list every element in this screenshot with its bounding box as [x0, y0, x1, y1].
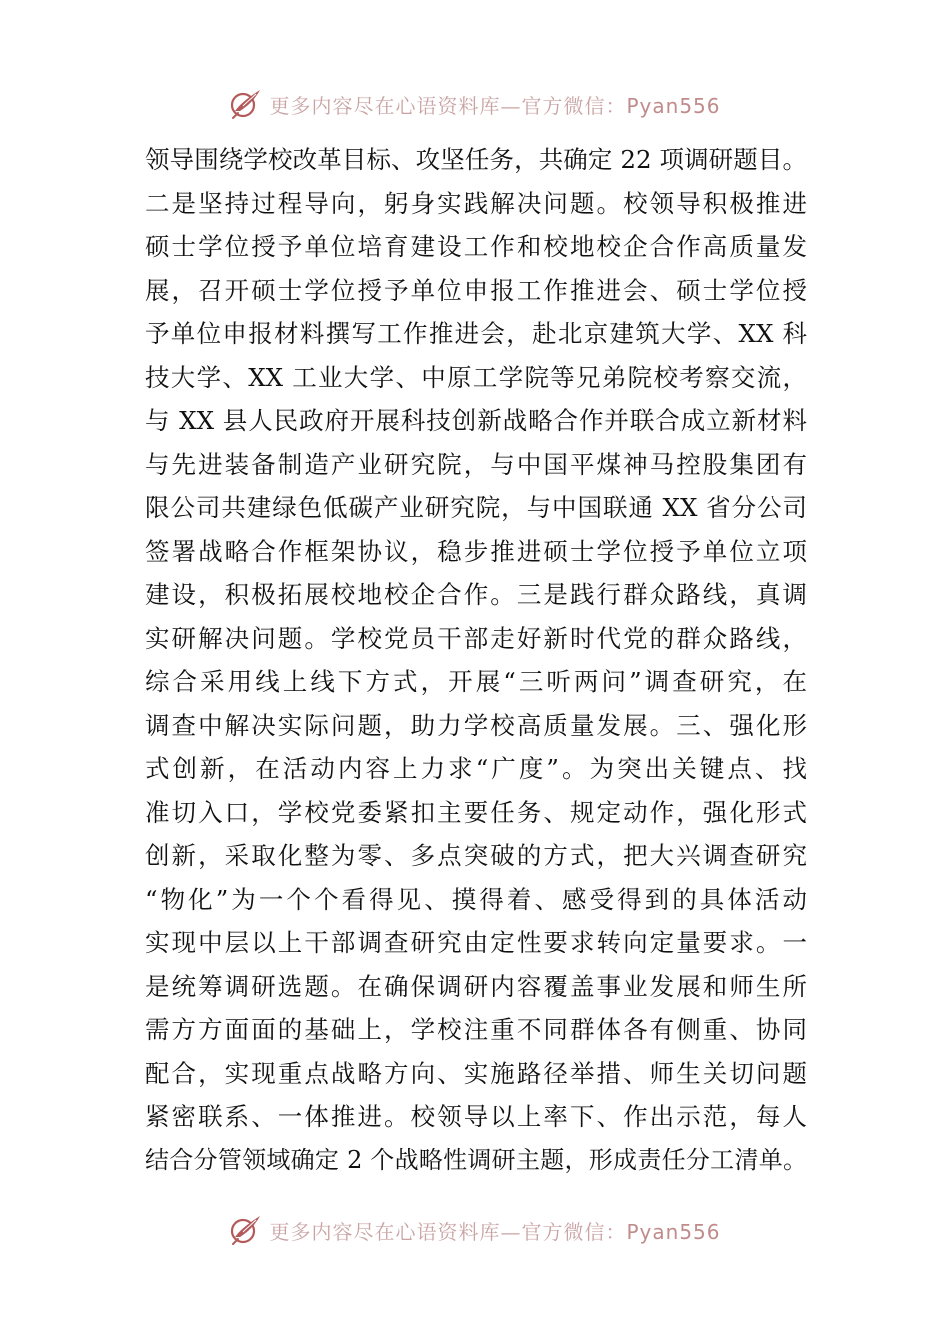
watermark-text: 更多内容尽在心语资料库—官方微信：Pyan556: [269, 93, 721, 118]
text-line: 领导围绕学校改革目标、攻坚任务，共确定 22 项调研题目。: [145, 145, 807, 174]
text-line: 限公司共建绿色低碳产业研究院，与中国联通 XX 省分公司: [145, 493, 807, 522]
text-line: 签署战略合作框架协议，稳步推进硕士学位授予单位立项: [145, 536, 807, 566]
text-line: 技大学、XX 工业大学、中原工学院等兄弟院校考察交流，: [145, 362, 807, 392]
text-line: 实现中层以上干部调查研究由定性要求转向定量要求。一: [145, 928, 807, 957]
text-line: 需方方面面的基础上，学校注重不同群体各有侧重、协同: [145, 1015, 807, 1044]
watermark-handle: Pyan556: [626, 93, 721, 118]
document-body: [145, 138, 807, 1182]
text-line: 与先进装备制造产业研究院，与中国平煤神马控股集团有: [145, 449, 807, 479]
text-line: 二是坚持过程导向，躬身实践解决问题。校领导积极推进: [145, 188, 807, 218]
header-watermark: [0, 84, 950, 124]
text-line: 展，召开硕士学位授予单位申报工作推进会、硕士学位授: [145, 275, 807, 305]
text-line: 配合，实现重点战略方向、实施路径举措、师生关切问题: [145, 1058, 807, 1088]
text-line: “物化”为一个个看得见、摸得着、感受得到的具体活动: [145, 884, 807, 914]
text-line: 准切入口，学校党委紧扣主要任务、规定动作，强化形式: [145, 797, 807, 827]
text-line: 硕士学位授予单位培育建设工作和校地校企合作高质量发: [145, 232, 807, 261]
text-line: 式创新，在活动内容上力求“广度”。为突出关键点、找: [145, 754, 807, 783]
text-line: 建设，积极拓展校地校企合作。三是践行群众路线，真调: [145, 580, 807, 609]
text-line: 与 XX 县人民政府开展科技创新战略合作并联合成立新材料: [145, 406, 807, 435]
text-line: 调查中解决实际问题，助力学校高质量发展。三、强化形: [145, 710, 807, 740]
watermark-handle: Pyan556: [626, 1219, 721, 1244]
text-line: 紧密联系、一体推进。校领导以上率下、作出示范，每人: [145, 1102, 807, 1131]
text-line: 实研解决问题。学校党员干部走好新时代党的群众路线，: [145, 623, 807, 653]
text-line: 创新，采取化整为零、多点突破的方式，把大兴调查研究: [145, 841, 807, 870]
text-line: 予单位申报材料撰写工作推进会，赴北京建筑大学、XX 科: [145, 319, 807, 348]
footer-watermark: [0, 1210, 950, 1250]
watermark-text: 更多内容尽在心语资料库—官方微信：Pyan556: [269, 1219, 721, 1244]
text-line: 综合采用线上线下方式，开展“三听两问”调查研究，在: [145, 667, 807, 696]
text-line: 结合分管领域确定 2 个战略性调研主题，形成责任分工清单。: [145, 1145, 807, 1174]
text-line: 是统筹调研选题。在确保调研内容覆盖事业发展和师生所: [145, 971, 807, 1001]
pen-feather-logo-icon: [229, 87, 263, 121]
pen-feather-logo-icon: [229, 1213, 263, 1247]
